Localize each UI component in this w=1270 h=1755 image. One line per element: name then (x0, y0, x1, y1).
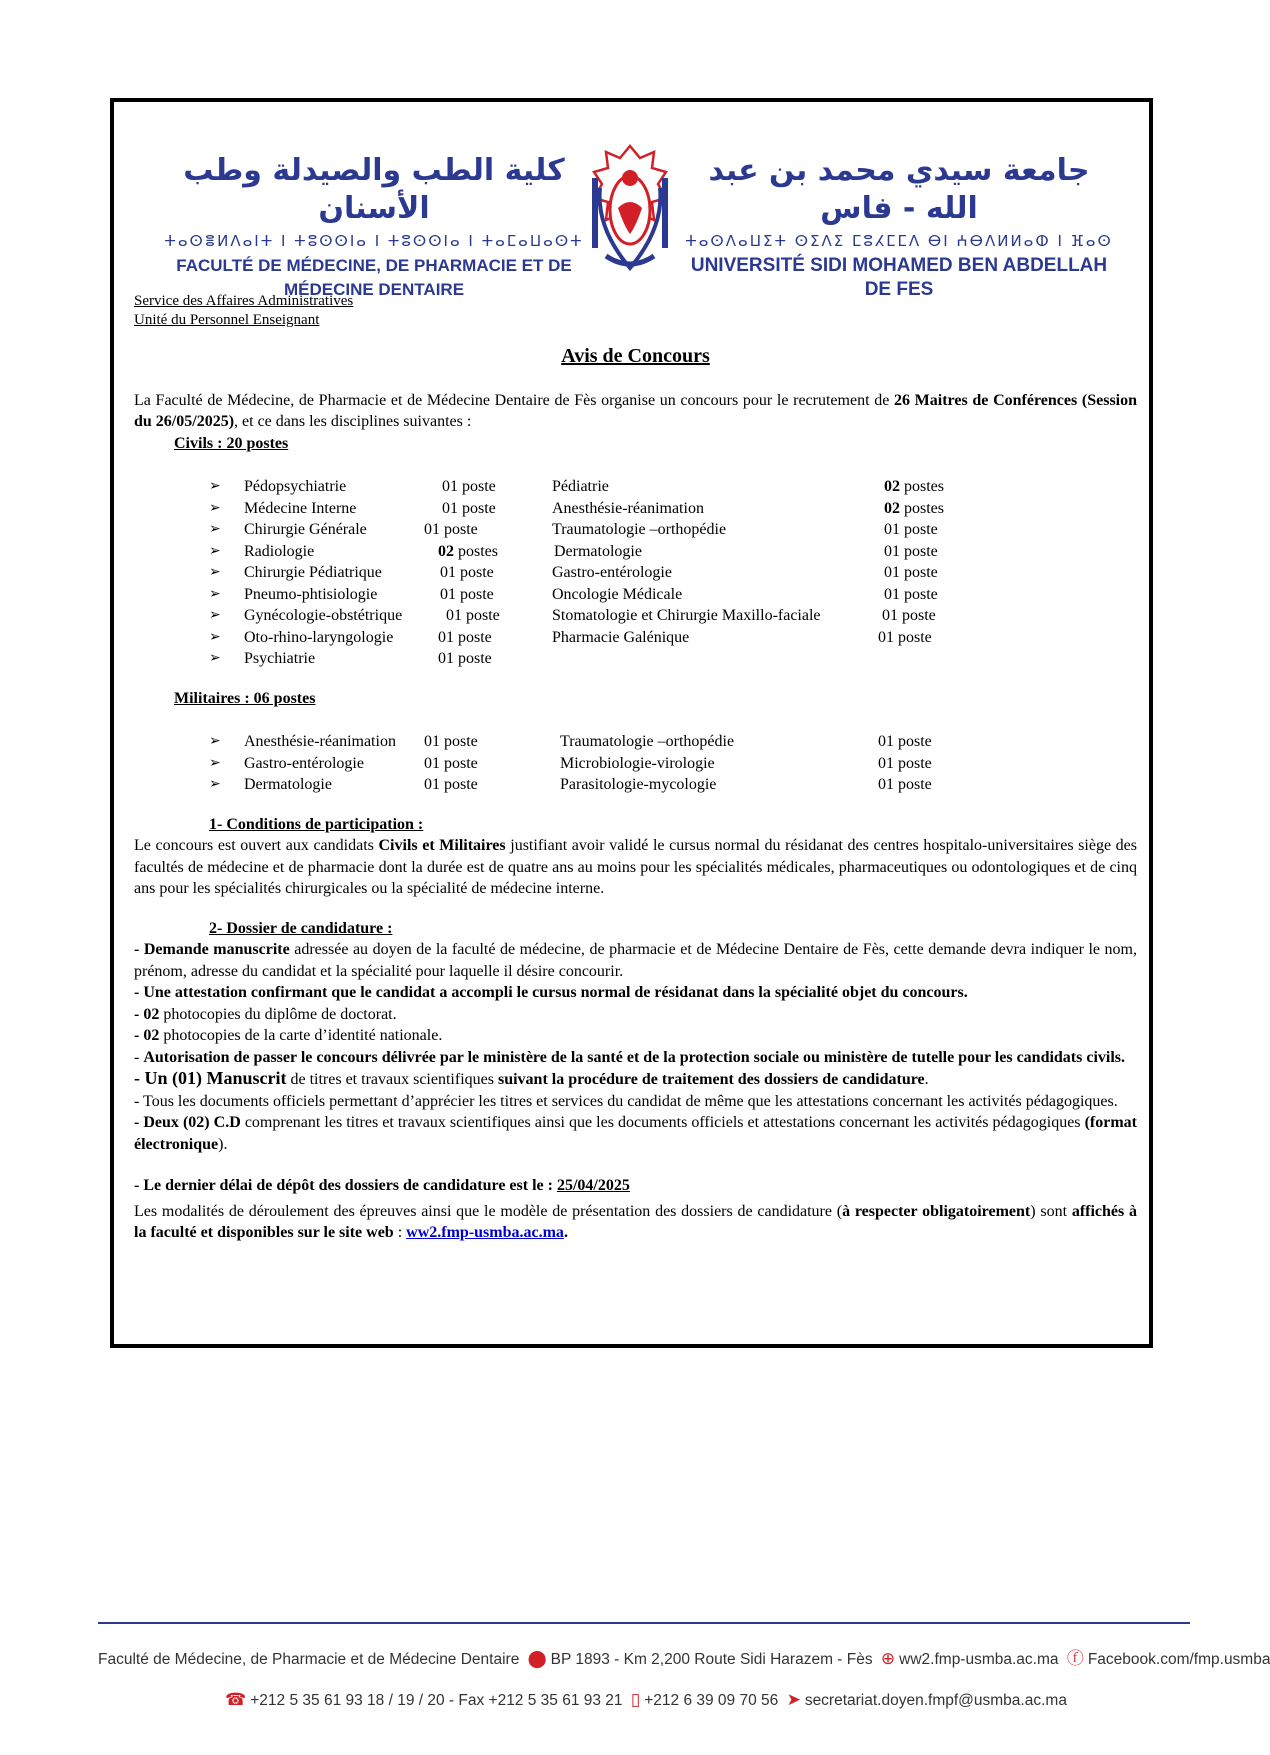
globe-icon: ⊕ (880, 1649, 896, 1669)
list-item (134, 648, 1137, 670)
closing-highlight: affichés à la faculté et disponibles sur le site web (134, 1202, 1138, 1241)
unit-line: Unité du Personnel Enseignant (134, 312, 320, 328)
conditions-paragraph (134, 835, 1137, 900)
arrow-bullet-icon: ➢ (209, 628, 221, 645)
dossier-item-2: - Une attestation confirmant que le candidat a accompli le cursus normal de résidanat dans la spécialité objet du concours. (134, 984, 968, 1001)
dossier-item-end: . (924, 1071, 929, 1088)
conditions-heading: 1- Conditions de participation : (209, 815, 424, 833)
university-name-block (679, 152, 1119, 302)
closing-text: Les modalités de déroulement des épreuves ainsi que le modèle de présentation des dossiers de candidature ( (134, 1202, 843, 1220)
footer-faculty-name: Faculté de Médecine, de Pharmacie et de Médecine Dentaire (98, 1651, 520, 1668)
list-item (134, 605, 1137, 627)
service-line: Service des Affaires Administratives (134, 293, 354, 309)
post-count: 01 poste (446, 607, 500, 624)
post-count-number: 02 (438, 542, 454, 560)
facebook-icon: ⓕ (1066, 1649, 1084, 1669)
dossier-item-text: photocopies de la carte d’identité nationale. (159, 1027, 443, 1044)
list-item (134, 753, 1137, 775)
post-count: 01 poste (878, 733, 932, 750)
list-item (134, 562, 1137, 584)
discipline: Gastro-entérologie (552, 564, 672, 581)
dossier-item-text: de titres et travaux scientifiques (286, 1071, 498, 1088)
dossier-item-5 (134, 1047, 1137, 1069)
discipline: Dermatologie (554, 542, 642, 560)
dossier-item-label: - 02 (134, 1027, 160, 1044)
list-item (134, 519, 1137, 541)
discipline: Traumatologie –orthopédie (552, 521, 727, 538)
dossier-item-8 (134, 1112, 1137, 1155)
post-count-number: 02 (884, 478, 900, 495)
arrow-bullet-icon: ➢ (209, 733, 221, 749)
post-count: 01 poste (878, 776, 932, 793)
post-count: 01 poste (878, 754, 932, 772)
post-count: 01 poste (878, 628, 932, 646)
discipline: Pédopsychiatrie (244, 478, 347, 495)
phone-icon: ☎ (225, 1690, 247, 1710)
dossier-item-4 (134, 1025, 1137, 1047)
post-count-number: 02 (884, 499, 900, 517)
arrow-bullet-icon: ➢ (209, 650, 221, 666)
conditions-highlight: Civils et Militaires (378, 837, 506, 854)
arrow-bullet-icon: ➢ (209, 478, 221, 494)
dossier-item-label: - Demande manuscrite (134, 941, 290, 958)
footer-phone: +212 5 35 61 93 18 / 19 / 20 - Fax +212 5 35 61 93 21 (250, 1692, 623, 1709)
post-count: 01 poste (438, 650, 492, 667)
discipline: Anesthésie-réanimation (552, 499, 704, 517)
discipline: Dermatologie (244, 776, 332, 793)
faculty-name-tifinagh: ⵜⴰⵙⴻⵍⴷⴰⵏⵜ ⵏ ⵜⵓⵙⵙⵏⴰ ⵏ ⵜⵓⵙⵙⵏⴰ ⵏ ⵜⴰⵎⴰⵡⴰⵙⵜ (164, 232, 584, 250)
faculty-name-latin: FACULTÉ DE MÉDECINE, DE PHARMACIE ET DE MÉDECINE DENTAIRE (176, 256, 572, 299)
conditions-text: Le concours est ouvert aux candidats (134, 837, 379, 854)
intro-paragraph (134, 390, 1137, 433)
discipline: Chirurgie Pédiatrique (244, 564, 382, 581)
discipline: Gynécologie-obstétrique (244, 607, 403, 624)
discipline: Gastro-entérologie (244, 754, 364, 772)
dossier-item-label: - Deux (02) C.D (134, 1114, 241, 1131)
arrow-bullet-icon: ➢ (209, 607, 221, 623)
send-icon: ➤ (786, 1690, 801, 1710)
dossier-item-end: ). (218, 1135, 228, 1153)
civils-list (134, 476, 1137, 670)
arrow-bullet-icon: ➢ (209, 776, 221, 792)
list-item (134, 731, 1137, 753)
discipline: Psychiatrie (244, 650, 316, 667)
post-count: 01 poste (884, 521, 938, 538)
notice-body (134, 292, 1137, 1244)
footer-email-link[interactable]: secretariat.doyen.fmpf@usmba.ac.ma (804, 1692, 1067, 1709)
footer-divider (98, 1622, 1190, 1624)
discipline: Oncologie Médicale (552, 585, 683, 603)
royal-crest-icon (586, 138, 674, 276)
arrow-bullet-icon: ➢ (209, 754, 221, 771)
post-count: 01 poste (424, 521, 478, 538)
arrow-bullet-icon: ➢ (209, 499, 221, 516)
discipline: Radiologie (244, 542, 315, 560)
post-count: 01 poste (884, 585, 938, 603)
faculty-name-block (134, 152, 614, 302)
footer-mobile: +212 6 39 09 70 56 (644, 1692, 779, 1709)
dossier-item-label: Autorisation de passer le concours délivrée par le ministère de la santé et de la protection sociale ou ministère de tutelle pour les candidats civils. (143, 1048, 1126, 1066)
closing-highlight: à respecter obligatoirement (842, 1202, 1031, 1220)
post-count: 01 poste (438, 628, 492, 646)
intro-highlight: 26 Maitres de Conférences (Session du 26/05/2025) (134, 391, 1138, 430)
intro-text-end: , et ce dans les disciplines suivantes : (234, 413, 472, 430)
list-item (134, 541, 1137, 563)
discipline: Chirurgie Générale (244, 521, 367, 538)
university-name-tifinagh: ⵜⴰⵙⴷⴰⵡⵉⵜ ⵙⵉⴷⵉ ⵎⵓⵃⵎⵎⴷ ⴱⵏ ⵄⴱⴷⵍⵍⴰⵀ ⵏ ⴼⴰⵙ (685, 232, 1113, 250)
dossier-item-3 (134, 1004, 1137, 1026)
dossier-item-text: comprenant les titres et travaux scientifiques ainsi que les documents officiels et attestations concernant les activités pédagogiques (240, 1114, 1085, 1131)
post-count: 01 poste (442, 499, 496, 517)
website-link[interactable]: ww2.fmp-usmba.ac.ma (406, 1224, 564, 1241)
dossier-item-1 (134, 939, 1137, 982)
discipline: Microbiologie-virologie (560, 754, 715, 772)
footer-line-1 (98, 1644, 1270, 1669)
post-count: 01 poste (884, 542, 938, 560)
deadline-date: 25/04/2025 (556, 1177, 630, 1194)
closing-text: ) sont (1030, 1202, 1072, 1220)
university-name-latin: UNIVERSITÉ SIDI MOHAMED BEN ABDELLAH DE FES (690, 255, 1108, 300)
footer-website-link[interactable]: ww2.fmp-usmba.ac.ma (899, 1651, 1059, 1668)
deadline-line (134, 1175, 1137, 1197)
arrow-bullet-icon: ➢ (209, 585, 221, 602)
document-frame (110, 98, 1153, 1348)
post-count: 01 poste (424, 776, 478, 793)
intro-text: La Faculté de Médecine, de Pharmacie et de Médecine Dentaire de Fès organise un concours pour le recrutement de (134, 391, 894, 409)
letterhead (114, 138, 1149, 300)
footer-line-2 (98, 1690, 1190, 1710)
discipline: Pédiatrie (552, 478, 609, 495)
discipline: Anesthésie-réanimation (244, 733, 396, 750)
post-count: 01 poste (442, 478, 496, 495)
faculty-name-arabic: كلية الطب والصيدلة وطب الأسنان (183, 153, 565, 226)
university-name-arabic: جامعة سيدي محمد بن عبد الله - فاس (708, 153, 1090, 226)
dossier-item-6 (134, 1068, 1137, 1091)
list-item (134, 584, 1137, 606)
arrow-bullet-icon: ➢ (209, 542, 221, 559)
dossier-item-label: - 02 (134, 1005, 160, 1023)
list-item (134, 627, 1137, 649)
dossier-item-7: - Tous les documents officiels permettant d’apprécier les titres et services du candidat de même que les attestations concernant les activités pédagogiques. (134, 1092, 1118, 1110)
dossier-item-dash: - (134, 1048, 144, 1066)
page-title: Avis de Concours (561, 345, 710, 367)
dossier-item-text: photocopies du diplôme de doctorat. (159, 1005, 397, 1023)
post-count: 01 poste (882, 607, 936, 624)
discipline: Traumatologie –orthopédie (560, 733, 735, 750)
discipline: Oto-rhino-laryngologie (244, 628, 394, 646)
post-count: 01 poste (440, 564, 494, 581)
militaires-list (134, 731, 1137, 796)
dossier-item-label: - Un (01) Manuscrit (134, 1068, 287, 1088)
footer-address: BP 1893 - Km 2,200 Route Sidi Harazem - Fès (550, 1651, 873, 1668)
post-count: 01 poste (884, 564, 938, 581)
discipline: Stomatologie et Chirurgie Maxillo-faciale (552, 607, 821, 624)
post-count: 01 poste (424, 733, 478, 750)
post-count: postes (900, 478, 944, 495)
list-item (134, 774, 1137, 796)
arrow-bullet-icon: ➢ (209, 521, 221, 537)
post-count: 01 poste (440, 585, 494, 603)
mobile-icon: ▯ (630, 1690, 641, 1710)
list-item (134, 476, 1137, 498)
arrow-bullet-icon: ➢ (209, 564, 221, 580)
list-item (134, 498, 1137, 520)
closing-end: . (563, 1224, 568, 1241)
post-count: postes (454, 542, 498, 560)
footer-facebook-link[interactable]: Facebook.com/fmp.usmba (1087, 1651, 1270, 1668)
post-count: 01 poste (424, 754, 478, 772)
discipline: Pneumo-phtisiologie (244, 585, 378, 603)
dossier-item-highlight: suivant la procédure de traitement des dossiers de candidature (497, 1071, 925, 1088)
dossier-item-highlight: (format électronique (134, 1114, 1137, 1153)
discipline: Médecine Interne (244, 499, 357, 517)
militaires-heading: Militaires : 06 postes (174, 689, 316, 707)
conditions-text-end: justifiant avoir validé le cursus normal du résidanat des centres hospitalo-universitaires siège des facultés de médecine et de pharmacie dont la durée est de quatre ans au moins pour les spécialités médicales, pharmaceutiques ou odontologiques et de cinq ans pour les spécialités chirurgicales ou la spécialité de médecine interne. (134, 837, 1138, 897)
post-count: postes (900, 499, 944, 517)
closing-paragraph (134, 1201, 1137, 1244)
dossier-item-text: adressée au doyen de la faculté de médecine, de pharmacie et de Médecine Dentaire de Fès, cette demande devra indiquer le nom, prénom, adresse du candidat et la spécialité pour laquelle il désire concourir. (134, 941, 1137, 980)
deadline-label: - Le dernier délai de dépôt des dossiers de candidature est le : (134, 1177, 557, 1194)
location-pin-icon: ⬤ (527, 1649, 547, 1669)
discipline: Pharmacie Galénique (552, 628, 690, 646)
discipline: Parasitologie-mycologie (560, 776, 717, 793)
civils-heading: Civils : 20 postes (174, 434, 289, 452)
dossier-heading: 2- Dossier de candidature : (209, 919, 393, 937)
closing-text: : (393, 1224, 407, 1241)
